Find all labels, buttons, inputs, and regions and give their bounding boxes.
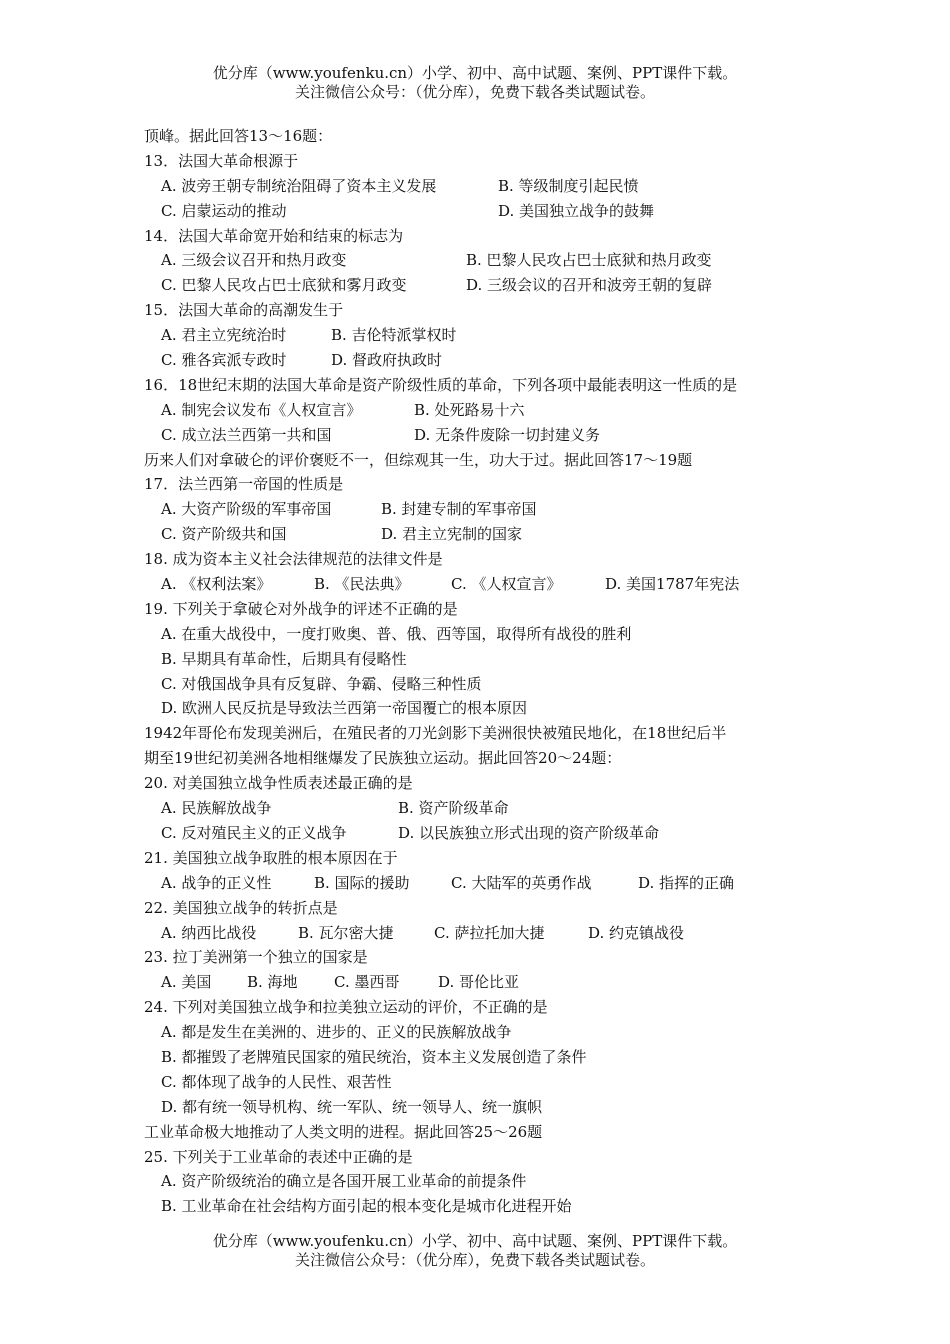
q17-option-a: A. 大资产阶级的军事帝国: [161, 500, 332, 519]
q17-stem: 17．法兰西第一帝国的性质是: [144, 475, 344, 494]
q13-option-a: A. 波旁王朝专制统治阻碍了资本主义发展: [161, 176, 437, 195]
q14-options-row2: [144, 273, 834, 298]
q19-option-b: B. 早期具有革命性，后期具有侵略性: [161, 649, 407, 668]
q25-option-b: B. 工业革命在社会结构方面引起的根本变化是城市化进程开始: [161, 1197, 572, 1216]
q16-option-b: B. 处死路易十六: [414, 400, 525, 419]
q18-stem: 18. 成为资本主义社会法律规范的法律文件是: [144, 550, 443, 569]
question-content: [144, 124, 834, 1219]
q15-stem: 15．法国大革命的高潮发生于: [144, 301, 344, 320]
q16-option-a: A. 制宪会议发布《人权宣言》: [161, 400, 362, 419]
q18-option-a: A. 《权利法案》: [161, 575, 272, 594]
q13-options-row2: [144, 199, 834, 224]
page-header: [0, 64, 950, 102]
q19-option-a: A. 在重大战役中，一度打败奥、普、俄、西等国，取得所有战役的胜利: [161, 624, 632, 643]
q17-option-b: B. 封建专制的军事帝国: [381, 500, 537, 519]
q14-option-b: B. 巴黎人民攻占巴士底狱和热月政变: [466, 251, 712, 270]
q20-options-row2: [144, 821, 834, 846]
q18-option-d: D. 美国1787年宪法: [605, 575, 740, 594]
q20-option-b: B. 资产阶级革命: [398, 799, 509, 818]
intro-20-line-2: 期至19世纪初美洲各地相继爆发了民族独立运动。据此回答20～24题：: [144, 749, 622, 768]
q24-option-a: A. 都是发生在美洲的、进步的、正义的民族解放战争: [161, 1023, 512, 1042]
q25-stem: 25. 下列关于工业革命的表述中正确的是: [144, 1147, 413, 1166]
q16-option-d: D. 无条件废除一切封建义务: [414, 425, 601, 444]
q21-options: [144, 871, 834, 896]
q18-options: [144, 572, 834, 597]
q18-option-c: C. 《人权宣言》: [451, 575, 562, 594]
intro-17: 历来人们对拿破仑的评价褒贬不一，但综观其一生，功大于过。据此回答17～19题: [144, 450, 693, 469]
q21-option-a: A. 战争的正义性: [161, 873, 272, 892]
q15-options-row2: [144, 348, 834, 373]
q24-option-c: C. 都体现了战争的人民性、艰苦性: [161, 1072, 392, 1091]
q25-option-a: A. 资产阶级统治的确立是各国开展工业革命的前提条件: [161, 1172, 527, 1191]
q17-options-row2: [144, 522, 834, 547]
q22-option-a: A. 纳西比战役: [161, 923, 257, 942]
q13-options-row1: [144, 174, 834, 199]
q13-option-d: D. 美国独立战争的鼓舞: [498, 201, 655, 220]
intro-20-line-1: 1942年哥伦布发现美洲后，在殖民者的刀光剑影下美洲很快被殖民地化，在18世纪后半: [144, 724, 727, 743]
q15-options-row1: [144, 323, 834, 348]
q14-options-row1: [144, 248, 834, 273]
q16-option-c: C. 成立法兰西第一共和国: [161, 425, 332, 444]
q19-option-c: C. 对俄国战争具有反复辟、争霸、侵略三种性质: [161, 674, 482, 693]
q21-option-d: D. 指挥的正确: [638, 873, 735, 892]
q19-stem: 19. 下列关于拿破仑对外战争的评述不正确的是: [144, 599, 458, 618]
q23-stem: 23. 拉丁美洲第一个独立的国家是: [144, 948, 368, 967]
q20-options-row1: [144, 796, 834, 821]
q21-stem: 21. 美国独立战争取胜的根本原因在于: [144, 848, 398, 867]
q22-stem: 22. 美国独立战争的转折点是: [144, 898, 338, 917]
q23-option-b: B. 海地: [247, 973, 298, 992]
q15-option-a: A. 君主立宪统治时: [161, 326, 287, 345]
q20-option-c: C. 反对殖民主义的正义战争: [161, 823, 347, 842]
q15-option-b: B. 吉伦特派掌权时: [331, 326, 457, 345]
q15-option-d: D. 督政府执政时: [331, 351, 443, 370]
q13-option-c: C. 启蒙运动的推动: [161, 201, 287, 220]
footer-line-2: 关注微信公众号：（优分库），免费下载各类试题试卷。: [294, 1251, 655, 1269]
q20-option-d: D. 以民族独立形式出现的资产阶级革命: [398, 823, 660, 842]
q23-option-a: A. 美国: [161, 973, 212, 992]
q14-option-a: A. 三级会议召开和热月政变: [161, 251, 347, 270]
q20-stem: 20. 对美国独立战争性质表述最正确的是: [144, 774, 413, 793]
q24-option-b: B. 都摧毁了老牌殖民国家的殖民统治，资本主义发展创造了条件: [161, 1047, 587, 1066]
q14-option-c: C. 巴黎人民攻占巴士底狱和雾月政变: [161, 276, 407, 295]
q14-stem: 14．法国大革命宽开始和结束的标志为: [144, 226, 404, 245]
header-line-2: 关注微信公众号：（优分库），免费下载各类试题试卷。: [294, 83, 655, 101]
q13-option-b: B. 等级制度引起民愤: [498, 176, 639, 195]
intro-25: 工业革命极大地推动了人类文明的进程。据此回答25～26题: [144, 1122, 543, 1141]
q17-option-d: D. 君主立宪制的国家: [381, 525, 523, 544]
q23-option-d: D. 哥伦比亚: [438, 973, 520, 992]
q20-option-a: A. 民族解放战争: [161, 799, 272, 818]
q23-option-c: C. 墨西哥: [334, 973, 400, 992]
intro-13: 顶峰。据此回答13～16题：: [144, 127, 333, 145]
q19-option-d: D. 欧洲人民反抗是导致法兰西第一帝国覆亡的根本原因: [161, 699, 528, 718]
q22-options: [144, 921, 834, 946]
q22-option-d: D. 约克镇战役: [588, 923, 685, 942]
q23-options: [144, 970, 834, 995]
q17-option-c: C. 资产阶级共和国: [161, 525, 287, 544]
q15-option-c: C. 雅各宾派专政时: [161, 351, 287, 370]
q22-option-b: B. 瓦尔密大捷: [298, 923, 394, 942]
q16-options-row2: [144, 423, 834, 448]
q16-options-row1: [144, 398, 834, 423]
header-line-1: 优分库（www.youfenku.cn）小学、初中、高中试题、案例、PPT课件下载。: [212, 64, 738, 82]
q16-stem: 16．18世纪末期的法国大革命是资产阶级性质的革命，下列各项中最能表明这一性质的是: [144, 375, 738, 394]
q22-option-c: C. 萨拉托加大捷: [434, 923, 545, 942]
q18-option-b: B. 《民法典》: [314, 575, 410, 594]
footer-line-1: 优分库（www.youfenku.cn）小学、初中、高中试题、案例、PPT课件下载。: [212, 1232, 738, 1250]
q17-options-row1: [144, 497, 834, 522]
q24-option-d: D. 都有统一领导机构、统一军队、统一领导人、统一旗帜: [161, 1097, 543, 1116]
page-footer: [0, 1232, 950, 1270]
q21-option-b: B. 国际的援助: [314, 873, 410, 892]
q14-option-d: D. 三级会议的召开和波旁王朝的复辟: [466, 276, 713, 295]
q21-option-c: C. 大陆军的英勇作战: [451, 873, 592, 892]
q24-stem: 24. 下列对美国独立战争和拉美独立运动的评价，不正确的是: [144, 998, 548, 1017]
q13-stem: 13．法国大革命根源于: [144, 151, 299, 170]
